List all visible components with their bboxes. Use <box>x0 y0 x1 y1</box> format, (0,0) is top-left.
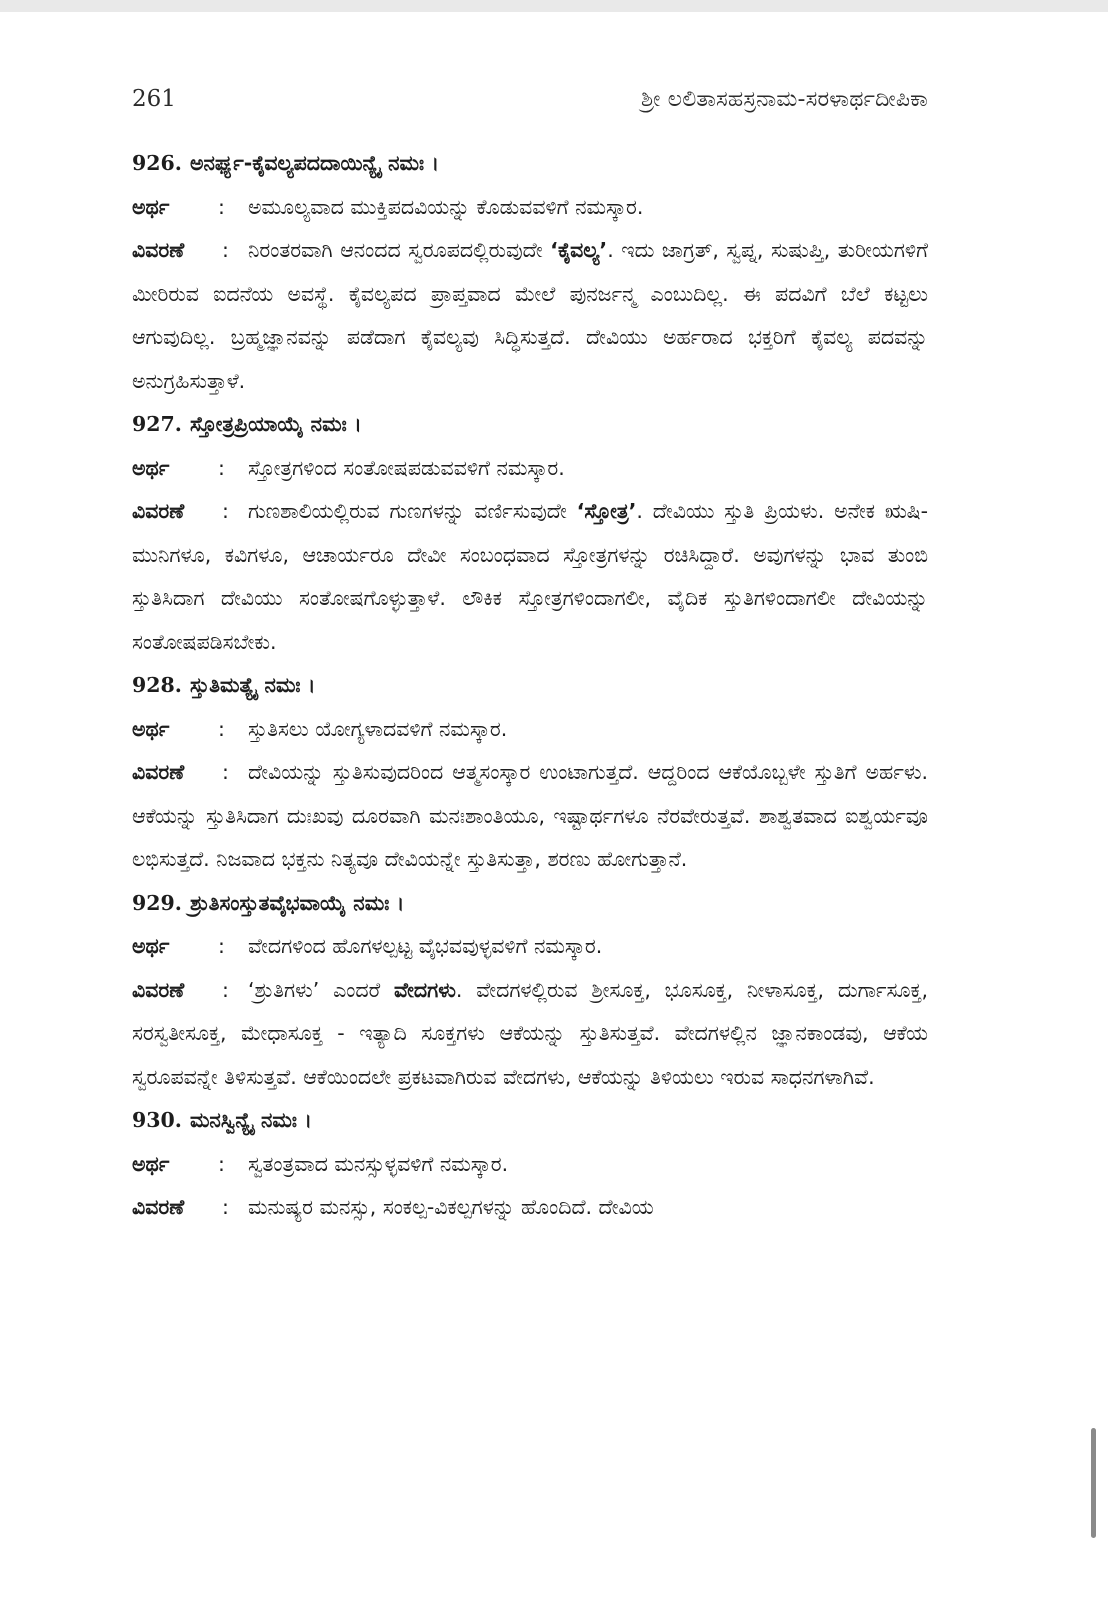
explanation-text: ನಿರಂತರವಾಗಿ ಆನಂದದ ಸ್ವರೂಪದಲ್ಲಿರುವುದೇ <box>248 238 551 262</box>
explanation-label: ವಿವರಣೆ <box>132 977 185 1002</box>
viewer-top-bar <box>0 0 1108 12</box>
entry-name: ಮನಸ್ವಿನ್ಯೈ ನಮಃ । <box>189 1108 312 1132</box>
meaning-line <box>132 708 928 752</box>
colon: : <box>222 760 229 784</box>
entry-title <box>132 882 928 926</box>
meaning-label: ಅರ್ಥ <box>132 455 170 480</box>
explanation-paragraph <box>132 1186 928 1230</box>
colon: : <box>218 455 225 480</box>
vertical-scrollbar[interactable] <box>1091 1428 1096 1538</box>
colon: : <box>218 934 225 958</box>
meaning-line <box>132 1143 928 1187</box>
meaning-text: ಅಮೂಲ್ಯವಾದ ಮುಕ್ತಿಪದವಿಯನ್ನು ಕೊಡುವವಳಿಗೆ ನಮಸ್ಕಾರ. <box>248 194 644 219</box>
entry-name: ಸ್ತುತಿಮತ್ಯೈ ನಮಃ । <box>189 673 316 697</box>
page-number: 261 <box>132 86 176 112</box>
entry-name: ಸ್ತೋತ್ರಪ್ರಿಯಾಯೈ ನಮಃ । <box>189 412 362 436</box>
explanation-emphasis: ‘ಸ್ತೋತ್ರ’ <box>576 499 637 523</box>
entry-927 <box>132 403 928 664</box>
entry-number: 929. <box>132 890 182 915</box>
meaning-line <box>132 186 928 230</box>
colon: : <box>222 977 229 1002</box>
colon: : <box>222 1195 229 1219</box>
page-content <box>132 142 928 1230</box>
entry-title <box>132 403 928 447</box>
explanation-text-cont: . ವೇದಗಳಲ್ಲಿರುವ ಶ್ರೀಸೂಕ್ತ, ಭೂಸೂಕ್ತ, ನೀಳಾಸೂಕ್ತ, ದುರ್ಗಾಸೂಕ್ತ, ಸರಸ್ವತೀಸೂಕ್ತ, ಮೇಧಾಸೂಕ್ತ - ಇತ್ಯಾದಿ ಸೂಕ್ತಗಳು ಆಕೆಯನ್ನು ಸ್ತುತಿಸುತ್ತವೆ. ವೇದಗಳಲ್ಲಿನ ಜ್ಞಾನಕಾಂಡವು, ಆಕೆಯ ಸ್ವರೂಪವನ್ನೇ ತಿಳಿಸುತ್ತವೆ. ಆಕೆಯಿಂದಲೇ ಪ್ರಕಟವಾಗಿರುವ ವೇದಗಳು, ಆಕೆಯನ್ನು ತಿಳಿಯಲು ಇರುವ ಸಾಧನಗಳಾಗಿವೆ. <box>132 977 928 1089</box>
meaning-line <box>132 447 928 491</box>
meaning-label: ಅರ್ಥ <box>132 194 170 219</box>
meaning-text: ವೇದಗಳಿಂದ ಹೊಗಳಲ್ಪಟ್ಟ ವೈಭವವುಳ್ಳವಳಿಗೆ ನಮಸ್ಕಾರ. <box>248 934 603 958</box>
explanation-paragraph <box>132 969 928 1100</box>
entry-title <box>132 664 928 708</box>
meaning-label: ಅರ್ಥ <box>132 1151 170 1176</box>
entry-number: 926. <box>132 151 182 175</box>
meaning-line <box>132 925 928 969</box>
colon: : <box>222 238 229 262</box>
entry-name: ಶ್ರುತಿಸಂಸ್ತುತವೈಭವಾಯೈ ನಮಃ । <box>189 890 405 915</box>
entry-title <box>132 1099 928 1143</box>
explanation-text: ಗುಣಶಾಲಿಯಲ್ಲಿರುವ ಗುಣಗಳನ್ನು ವರ್ಣಿಸುವುದೇ <box>248 499 577 523</box>
meaning-text: ಸ್ವತಂತ್ರವಾದ ಮನಸ್ಸುಳ್ಳವಳಿಗೆ ನಮಸ್ಕಾರ. <box>248 1151 509 1176</box>
explanation-paragraph <box>132 229 928 403</box>
explanation-emphasis: ‘ಕೈವಲ್ಯ’ <box>550 238 608 262</box>
running-title: ಶ್ರೀ ಲಲಿತಾಸಹಸ್ರನಾಮ-ಸರಳಾರ್ಥದೀಪಿಕಾ <box>641 87 928 112</box>
explanation-text-cont: . ದೇವಿಯು ಸ್ತುತಿ ಪ್ರಿಯಳು. ಅನೇಕ ಋಷಿ-ಮುನಿಗಳೂ, ಕವಿಗಳೂ, ಆಚಾರ್ಯರೂ ದೇವೀ ಸಂಬಂಧವಾದ ಸ್ತೋತ್ರಗಳನ್ನು ರಚಿಸಿದ್ದಾರೆ. ಅವುಗಳನ್ನು ಭಾವ ತುಂಬಿ ಸ್ತುತಿಸಿದಾಗ ದೇವಿಯು ಸಂತೋಷಗೊಳ್ಳುತ್ತಾಳೆ. ಲೌಕಿಕ ಸ್ತೋತ್ರಗಳಿಂದಾಗಲೀ, ವೈದಿಕ ಸ್ತುತಿಗಳಿಂದಾಗಲೀ ದೇವಿಯನ್ನು ಸಂತೋಷಪಡಿಸಬೇಕು. <box>132 499 928 654</box>
meaning-label: ಅರ್ಥ <box>132 934 170 958</box>
explanation-text: ‘ಶ್ರುತಿಗಳು’ ಎಂದರೆ <box>248 977 395 1002</box>
colon: : <box>222 499 229 523</box>
entry-name: ಅನರ್ಘ್ಯ-ಕೈವಲ್ಯಪದದಾಯಿನ್ಯೈ ನಮಃ । <box>189 151 440 175</box>
explanation-text: ದೇವಿಯನ್ನು ಸ್ತುತಿಸುವುದರಿಂದ ಆತ್ಮಸಂಸ್ಕಾರ ಉಂಟಾಗುತ್ತದೆ. ಆದ್ದರಿಂದ ಆಕೆಯೊಬ್ಬಳೇ ಸ್ತುತಿಗೆ ಅರ್ಹಳು. ಆಕೆಯನ್ನು ಸ್ತುತಿಸಿದಾಗ ದುಃಖವು ದೂರವಾಗಿ ಮನಃಶಾಂತಿಯೂ, ಇಷ್ಟಾರ್ಥಗಳೂ ನೆರವೇರುತ್ತವೆ. ಶಾಶ್ವತವಾದ ಐಶ್ವರ್ಯವೂ ಲಭಿಸುತ್ತದೆ. ನಿಜವಾದ ಭಕ್ತನು ನಿತ್ಯವೂ ದೇವಿಯನ್ನೇ ಸ್ತುತಿಸುತ್ತಾ, ಶರಣು ಹೋಗುತ್ತಾನೆ. <box>132 760 928 871</box>
colon: : <box>218 716 225 741</box>
entry-929 <box>132 882 928 1100</box>
colon: : <box>218 1151 225 1176</box>
entry-number: 927. <box>132 412 182 436</box>
entry-number: 928. <box>132 673 182 697</box>
entry-title <box>132 142 928 186</box>
entry-930 <box>132 1099 928 1230</box>
entry-number: 930. <box>132 1108 182 1132</box>
meaning-text: ಸ್ತೋತ್ರಗಳಿಂದ ಸಂತೋಷಪಡುವವಳಿಗೆ ನಮಸ್ಕಾರ. <box>248 455 565 480</box>
explanation-text-cont: . ಇದು ಜಾಗ್ರತ್, ಸ್ವಪ್ನ, ಸುಷುಪ್ತಿ, ತುರೀಯಗಳಿಗೆ ಮೀರಿರುವ ಐದನೆಯ ಅವಸ್ಥೆ. ಕೈವಲ್ಯಪದ ಪ್ರಾಪ್ತವಾದ ಮೇಲೆ ಪುನರ್ಜನ್ಮ ಎಂಬುದಿಲ್ಲ. ಈ ಪದವಿಗೆ ಬೆಲೆ ಕಟ್ಟಲು ಆಗುವುದಿಲ್ಲ. ಬ್ರಹ್ಮಜ್ಞಾನವನ್ನು ಪಡೆದಾಗ ಕೈವಲ್ಯವು ಸಿದ್ಧಿಸುತ್ತದೆ. ದೇವಿಯು ಅರ್ಹರಾದ ಭಕ್ತರಿಗೆ ಕೈವಲ್ಯ ಪದವನ್ನು ಅನುಗ್ರಹಿಸುತ್ತಾಳೆ. <box>132 238 928 393</box>
explanation-paragraph <box>132 751 928 882</box>
explanation-label: ವಿವರಣೆ <box>132 499 185 523</box>
page-header <box>132 86 928 126</box>
explanation-paragraph <box>132 490 928 664</box>
entry-926 <box>132 142 928 403</box>
colon: : <box>218 194 225 219</box>
entry-928 <box>132 664 928 882</box>
explanation-emphasis: ವೇದಗಳು <box>394 977 456 1002</box>
explanation-label: ವಿವರಣೆ <box>132 760 185 784</box>
explanation-label: ವಿವರಣೆ <box>132 238 185 262</box>
explanation-label: ವಿವರಣೆ <box>132 1195 185 1219</box>
meaning-label: ಅರ್ಥ <box>132 716 170 741</box>
meaning-text: ಸ್ತುತಿಸಲು ಯೋಗ್ಯಳಾದವಳಿಗೆ ನಮಸ್ಕಾರ. <box>248 716 508 741</box>
explanation-text: ಮನುಷ್ಯರ ಮನಸ್ಸು, ಸಂಕಲ್ಪ-ವಿಕಲ್ಪಗಳನ್ನು ಹೊಂದಿದೆ. ದೇವಿಯ <box>248 1195 654 1219</box>
